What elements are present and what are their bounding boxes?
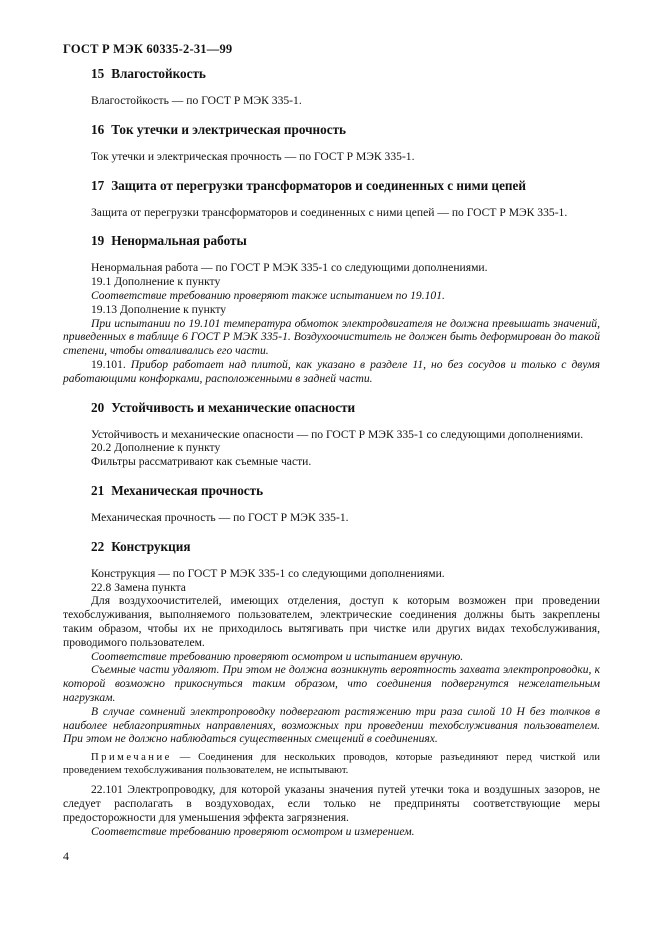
paragraph-text: — Соединения для нескольких проводов, которые разъединяют перед чисткой или проведением техобслуживания пользователем, не испытывают.: [63, 752, 600, 776]
document-body: [63, 66, 600, 838]
section-number: 22: [91, 538, 105, 554]
paragraph-text: Прибор работает над плитой, как указано в разделе 11, но без сосудов и только с двумя работающими конфорками, расположенными в задней части.: [63, 357, 600, 385]
section-title: Ток утечки и электрическая прочность: [111, 121, 347, 137]
paragraph: Механическая прочность — по ГОСТ Р МЭК 335-1.: [91, 510, 349, 524]
paragraph: Фильтры рассматривают как съемные части.: [91, 455, 312, 469]
section-heading: [63, 66, 600, 82]
note-label: Примечание: [91, 752, 172, 764]
paragraph: Ток утечки и электрическая прочность — по ГОСТ Р МЭК 335-1.: [91, 149, 415, 163]
paragraph: Съемные части удаляют. При этом не должна возникнуть вероятность захвата электропроводки, к которой возможно прикоснуться таким образом, что соединения подвергнутся нежелательным нагрузкам.: [63, 663, 600, 704]
note-paragraph: [63, 752, 600, 777]
paragraph: 20.2 Дополнение к пункту: [91, 441, 221, 455]
section-heading: [63, 178, 600, 194]
paragraph: Соответствие требованию проверяют также испытанием по 19.101.: [91, 288, 445, 302]
section-number: 21: [91, 482, 105, 498]
section-title: Влагостойкость: [111, 66, 206, 81]
section-title: Устойчивость и механические опасности: [111, 399, 356, 415]
section-heading: [63, 483, 600, 499]
paragraph: [63, 358, 600, 386]
paragraph: Конструкция — по ГОСТ Р МЭК 335-1 со следующими дополнениями.: [91, 566, 445, 580]
section-heading: [63, 233, 600, 249]
clause-number: 19.101.: [91, 357, 131, 371]
paragraph: В случае сомнений электропроводку подвергают растяжению три раза силой 10 Н без толчков в наиболее неблагоприятных направлениях, возможных при проведении техобслуживания пользователем. При этом не должно наблюдаться существенных смещений в соединениях.: [63, 704, 600, 746]
paragraph: Влагостойкость — по ГОСТ Р МЭК 335-1.: [91, 94, 302, 107]
section-title: Конструкция: [111, 538, 191, 554]
paragraph: 19.1 Дополнение к пункту: [91, 275, 221, 289]
paragraph: Защита от перегрузки трансформаторов и соединенных с ними цепей — по ГОСТ Р МЭК 335-1.: [91, 205, 568, 219]
section-title: Ненормальная работы: [111, 233, 247, 249]
page-number: 4: [63, 849, 69, 863]
paragraph: 22.101 Электропроводку, для которой указаны значения путей утечки тока и воздушных зазоров, не следует располагать в воздуховодах, если только не предприняты соответствующие меры предосторожности для уменьшения эффекта загрязнения.: [63, 783, 600, 824]
section-number: 15: [91, 66, 105, 81]
section-number: 20: [91, 399, 105, 415]
section-number: 17: [91, 177, 105, 193]
paragraph: При испытании по 19.101 температура обмоток электродвигателя не должна превышать значений, приведенных в таблице 6 ГОСТ Р МЭК 335-1. Воздухоочиститель не должен быть деформирован до такой степени, чтобы отваливались его части.: [63, 316, 600, 358]
section-title: Механическая прочность: [111, 482, 264, 498]
section-number: 19: [91, 233, 105, 249]
paragraph: Для воздухоочистителей, имеющих отделения, доступ к которым возможен при проведении техобслуживания, выполняемого пользователем, электрические соединения должны быть закреплены таким образом, чтобы их не приходилось вытягивать при чистке или других видах техобслуживания, проводимого пользователем.: [63, 594, 600, 649]
section-heading: [63, 400, 600, 416]
section-title: Защита от перегрузки трансформаторов и соединенных с ними цепей: [111, 177, 526, 193]
document-header: ГОСТ Р МЭК 60335-2-31—99: [63, 42, 233, 56]
section-number: 16: [91, 121, 105, 137]
paragraph: Соответствие требованию проверяют осмотром и измерением.: [91, 824, 415, 838]
paragraph: Ненормальная работа — по ГОСТ Р МЭК 335-1 со следующими дополнениями.: [91, 261, 488, 275]
section-heading: [63, 539, 600, 555]
paragraph: Устойчивость и механические опасности — по ГОСТ Р МЭК 335-1 со следующими дополнениями.: [91, 427, 584, 441]
paragraph: 22.8 Замена пункта: [91, 580, 186, 594]
paragraph: 19.13 Дополнение к пункту: [91, 302, 227, 316]
section-heading: [63, 122, 600, 138]
paragraph: Соответствие требованию проверяют осмотром и испытанием вручную.: [91, 649, 464, 663]
